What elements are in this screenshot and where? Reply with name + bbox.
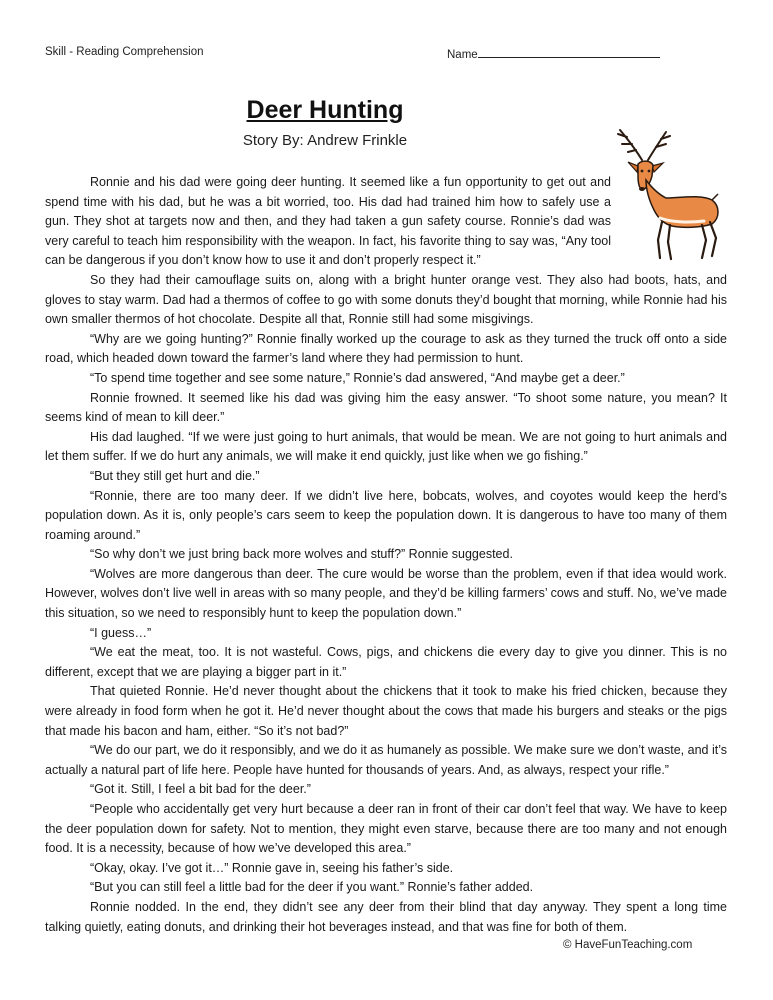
name-label: Name — [447, 49, 478, 61]
story-paragraph: Ronnie and his dad were going deer hunting. It seemed like a fun opportunity to get out and spend time with his dad, but he was a bit worried, too. His dad had trained him how to safely use a gun. They shot at targets now and then, and they had taken a gun safety course. Ronnie’s dad was very careful to teach him responsibility with the weapon. In fact, his favorite thing to say was, “Any tool can be dangerous if you don’t know how to use it and don’t properly respect it.” — [45, 175, 611, 268]
story-paragraph: “Wolves are more dangerous than deer. The cure would be worse than the problem, even if that idea would work. However, wolves don’t live well in areas with so many people, and they’d be killing farmers’ cows and stuff. No, we’ve made this situation, so we need to responsibly hunt to keep the population down.” — [45, 566, 727, 621]
story-paragraph: That quieted Ronnie. He’d never thought about the chickens that it took to make his fried chicken, because they were already in food form when he got it. He’d never thought about the cows that made his burgers and steaks or the pigs that made his bacon and ham, either. “So it’s not bad?” — [45, 684, 727, 738]
story-paragraph: “But they still get hurt and die.” — [90, 468, 260, 483]
story-paragraph: “Got it. Still, I feel a bit bad for the deer.” — [90, 782, 311, 797]
story-paragraph: “So why don’t we just bring back more wolves and stuff?” Ronnie suggested. — [90, 547, 513, 562]
name-field — [447, 46, 660, 61]
story-title: Deer Hunting — [246, 96, 404, 124]
story-paragraph: “But you can still feel a little bad for the deer if you want.” Ronnie’s father added. — [90, 880, 534, 895]
story-paragraph: Ronnie nodded. In the end, they didn’t see any deer from their blind that day anyway. They spent a long time talking quietly, eating donuts, and drinking their hot beverages instead, and that was fine for both of them. — [45, 899, 727, 934]
story-paragraph: “We eat the meat, too. It is not wasteful. Cows, pigs, and chickens die every day to give you dinner. This is no different, except that we are playing a bigger part in it.” — [45, 645, 727, 679]
story-paragraph: “Okay, okay. I’ve got it…” Ronnie gave in, seeing his father’s side. — [90, 860, 454, 875]
story-author: Story By: Andrew Frinkle — [242, 132, 408, 149]
story-body — [45, 173, 727, 937]
story-paragraph: “I guess…” — [90, 625, 152, 640]
story-paragraph: “To spend time together and see some nature,” Ronnie’s dad answered, “And maybe get a deer.” — [90, 370, 625, 385]
copyright-footer: © HaveFunTeaching.com — [563, 939, 693, 951]
story-paragraph: “Why are we going hunting?” Ronnie finally worked up the courage to ask as they turned the truck off onto a side road, which headed down toward the farmer’s land where they had permission to hunt. — [45, 331, 727, 366]
name-line — [478, 46, 660, 58]
story-paragraph: “People who accidentally get very hurt because a deer ran in front of their car don’t feel that way. We have to keep the deer population down for safety. Not to mention, they might even starve, because there are too many and not enough food. It is a necessity, because of how we’ve developed this area.” — [45, 802, 727, 856]
story-paragraph: His dad laughed. “If we were just going to hurt animals, that would be mean. We are not going to hurt animals and let them suffer. If we do hurt any animals, we will make it end quickly, just like when we go fishing.” — [45, 429, 727, 464]
story-paragraph: “We do our part, we do it responsibly, and we do it as humanely as possible. We make sure we don’t waste, and it’s actually a natural part of life here. People have hunted for thousands of years. And, as always, respect your rifle.” — [45, 743, 727, 777]
story-paragraph: “Ronnie, there are too many deer. If we didn’t live here, bobcats, wolves, and coyotes would keep the herd’s population down. As it is, only people’s cars seem to keep the population down. It is dangerous to have too many of them roaming around.” — [45, 488, 727, 542]
skill-label: Skill - Reading Comprehension — [45, 46, 204, 58]
story-paragraph: Ronnie frowned. It seemed like his dad was giving him the easy answer. “To shoot some nature, you mean? It seems kind of mean to kill deer.” — [45, 390, 727, 425]
story-paragraph: So they had their camouflage suits on, along with a bright hunter orange vest. They also had boots, hats, and gloves to stay warm. Dad had a thermos of coffee to go with some donuts they’d bought that morning, while Ronnie had his own smaller thermos of hot chocolate. Despite all that, Ronnie still had some misgivings. — [45, 272, 727, 327]
